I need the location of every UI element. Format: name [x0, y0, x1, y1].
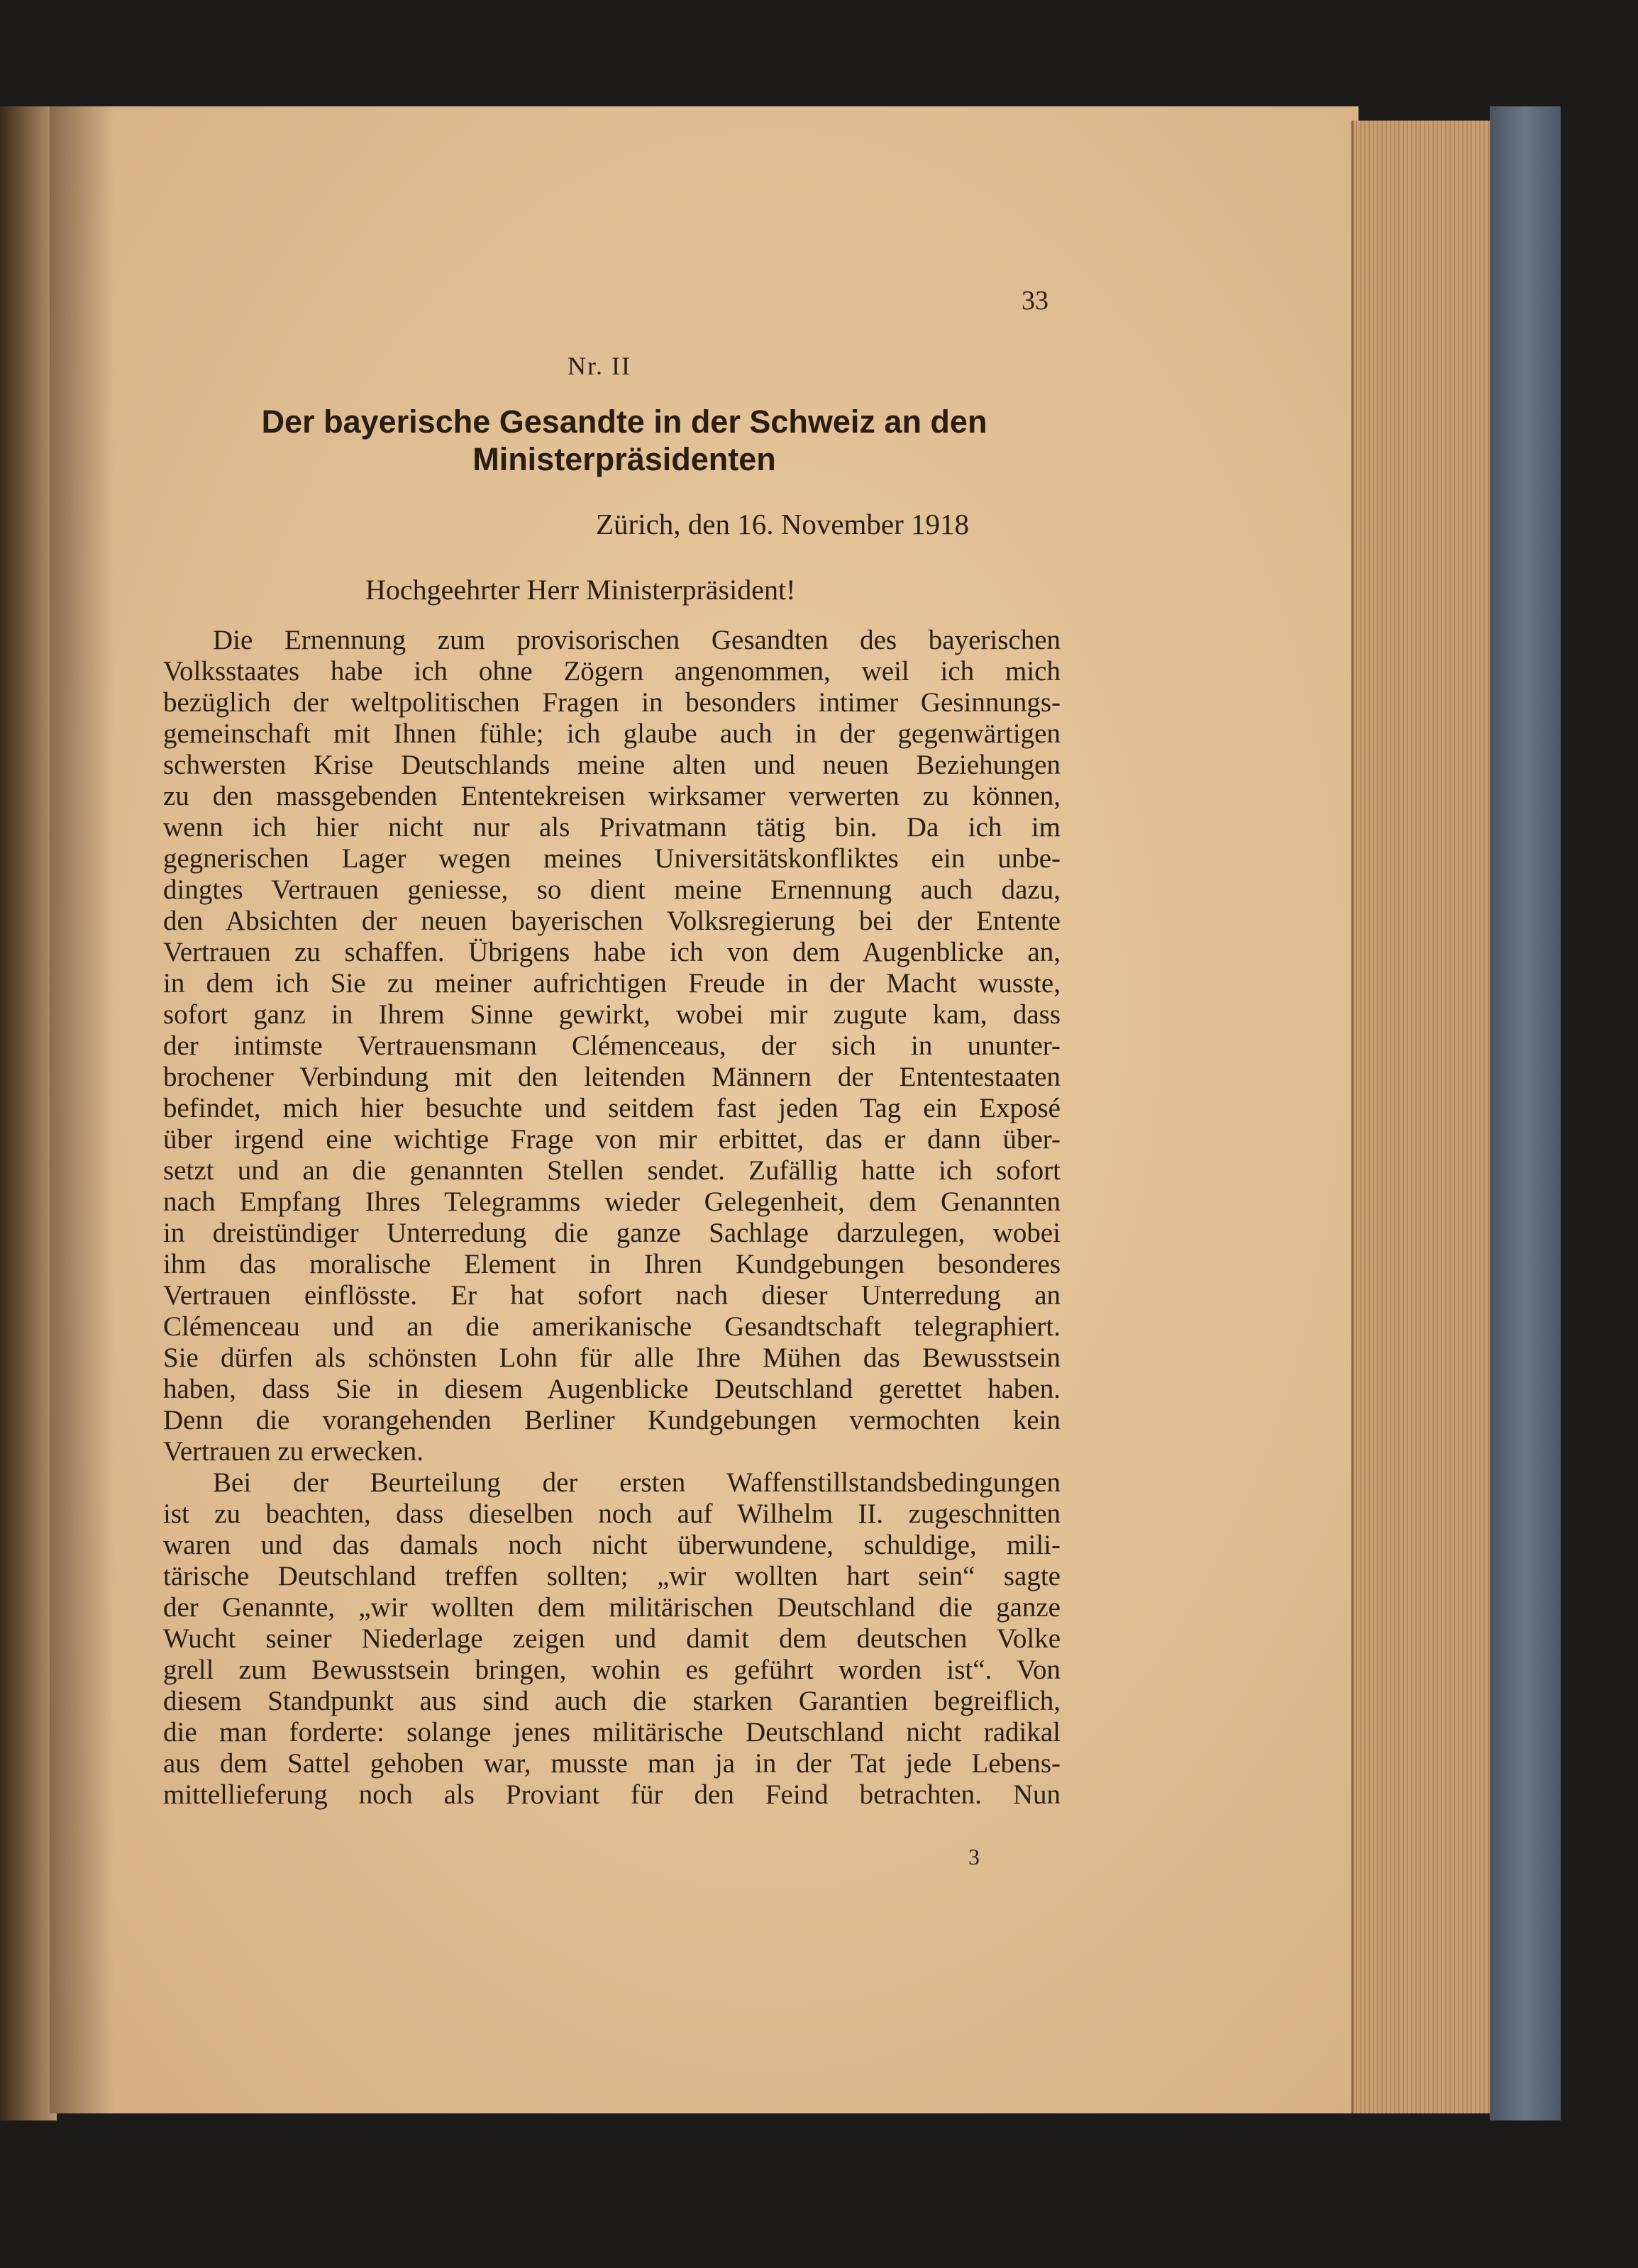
body-line: Volksstaates habe ich ohne Zögern angenommen, weil ich mich — [163, 656, 1061, 686]
body-line: dingtes Vertrauen geniesse, so dient meine Ernennung auch dazu, — [163, 874, 1061, 905]
book-cover-edge — [1490, 106, 1561, 2120]
body-line: Vertrauen zu erwecken. — [163, 1436, 424, 1467]
body-line: brochener Verbindung mit den leitenden Männern der Ententestaaten — [163, 1062, 1061, 1092]
body-line: der intimste Vertrauensmann Clémenceaus, der sich in ununter- — [163, 1030, 1061, 1061]
body-line: waren und das damals noch nicht überwundene, schuldige, mili- — [163, 1530, 1061, 1560]
page-stack-edge — [1351, 121, 1495, 2113]
body-line: ihm das moralische Element in Ihren Kundgebungen besonderes — [163, 1249, 1061, 1279]
body-line: der Genannte, „wir wollten dem militärischen Deutschland die ganze — [163, 1592, 1061, 1623]
body-line: haben, dass Sie in diesem Augenblicke Deutschland gerettet haben. — [163, 1374, 1061, 1404]
body-line: in dem ich Sie zu meiner aufrichtigen Freude in der Macht wusste, — [163, 968, 1061, 999]
body-line: mittellieferung noch als Proviant für den Feind betrachten. Nun — [163, 1779, 1061, 1810]
body-line: ist zu beachten, dass dieselben noch auf Wilhelm II. zugeschnitten — [163, 1499, 1061, 1529]
body-line: über irgend eine wichtige Frage von mir erbittet, das er dann über- — [163, 1124, 1061, 1155]
body-line: Die Ernennung zum provisorischen Gesandten des bayerischen — [213, 625, 1061, 655]
body-line: setzt und an die genannten Stellen sendet. Zufällig hatte ich sofort — [163, 1155, 1061, 1186]
body-line: schwersten Krise Deutschlands meine alten und neuen Beziehungen — [163, 750, 1061, 780]
body-line: in dreistündiger Unterredung die ganze Sachlage darzulegen, wobei — [163, 1218, 1061, 1248]
body-line: nach Empfang Ihres Telegramms wieder Gelegenheit, dem Genannten — [163, 1186, 1061, 1217]
body-line: diesem Standpunkt aus sind auch die starken Garantien begreiflich, — [163, 1686, 1061, 1716]
body-line: zu den massgebenden Ententekreisen wirksamer verwerten zu können, — [163, 781, 1061, 811]
body-line: gegnerischen Lager wegen meines Universitätskonfliktes ein unbe- — [163, 843, 1061, 874]
gutter-shadow — [50, 106, 114, 2113]
body-line: Wucht seiner Niederlage zeigen und damit dem deutschen Volke — [163, 1623, 1061, 1654]
body-line: sofort ganz in Ihrem Sinne gewirkt, wobei mir zugute kam, dass — [163, 999, 1061, 1030]
body-line: Clémenceau und an die amerikanische Gesandtschaft telegraphiert. — [163, 1311, 1061, 1342]
body-line: wenn ich hier nicht nur als Privatmann tätig bin. Da ich im — [163, 812, 1061, 843]
document-heading: Der bayerische Gesandte in der Schweiz an den Ministerpräsidenten — [261, 404, 987, 477]
salutation: Hochgeehrter Herr Ministerpräsident! — [365, 574, 796, 606]
document-number: Nr. II — [568, 352, 631, 380]
left-page-edge — [0, 106, 57, 2120]
body-line: Sie dürfen als schönsten Lohn für alle Ihre Mühen das Bewusstsein — [163, 1343, 1061, 1373]
body-line: die man forderte: solange jenes militärische Deutschland nicht radikal — [163, 1717, 1061, 1747]
body-line: Vertrauen zu schaffen. Übrigens habe ich von dem Augenblicke an, — [163, 937, 1061, 967]
body-line: aus dem Sattel gehoben war, musste man ja in der Tat jede Lebens- — [163, 1748, 1061, 1779]
body-line: den Absichten der neuen bayerischen Volksregierung bei der Entente — [163, 906, 1061, 936]
body-line: Vertrauen einflösste. Er hat sofort nach dieser Unterredung an — [163, 1280, 1061, 1311]
dateline: Zürich, den 16. November 1918 — [596, 508, 970, 540]
body-line: Bei der Beurteilung der ersten Waffenstillstandsbedingungen — [213, 1467, 1061, 1498]
body-line: tärische Deutschland treffen sollten; „wir wollten hart sein“ sagte — [163, 1561, 1061, 1591]
signature-mark: 3 — [968, 1844, 980, 1869]
body-line: befindet, mich hier besuchte und seitdem fast jeden Tag ein Exposé — [163, 1093, 1061, 1123]
body-line: Denn die vorangehenden Berliner Kundgebungen vermochten kein — [163, 1405, 1061, 1435]
body-line: gemeinschaft mit Ihnen fühle; ich glaube auch in der gegenwärtigen — [163, 718, 1061, 749]
body-line: bezüglich der weltpolitischen Fragen in besonders intimer Gesinnungs- — [163, 687, 1061, 718]
body-line: grell zum Bewusstsein bringen, wohin es geführt worden ist“. Von — [163, 1655, 1061, 1685]
page-number: 33 — [1022, 286, 1048, 316]
